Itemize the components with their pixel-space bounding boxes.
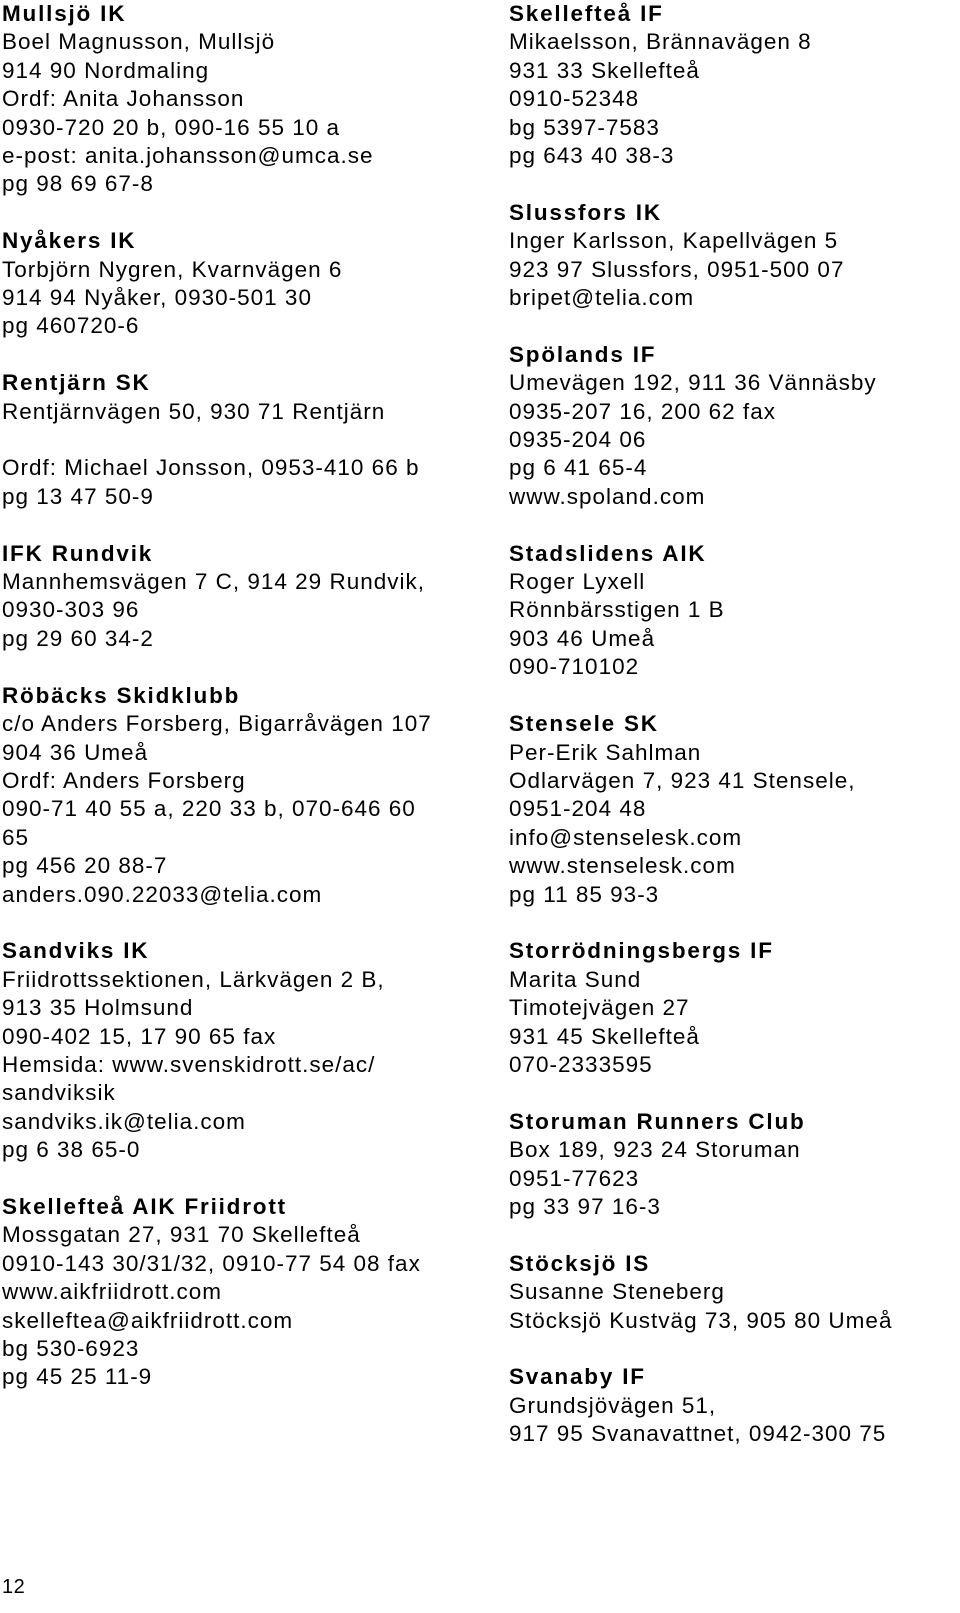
club-name: Skellefteå IF — [509, 1, 664, 26]
club-detail-line: 090-402 15, 17 90 65 fax — [2, 1023, 277, 1049]
entry-spacer — [509, 909, 954, 937]
club-detail-line: c/o Anders Forsberg, Bigarråvägen 107 — [2, 711, 432, 737]
entry-spacer — [509, 170, 954, 198]
club-name: IFK Rundvik — [2, 540, 154, 566]
entry-spacer — [509, 312, 954, 340]
club-detail-line: Odlarvägen 7, 923 41 Stensele, — [509, 767, 856, 793]
right-column — [509, 0, 954, 1449]
club-detail-line: Ordf: Anders Forsberg — [2, 767, 246, 793]
club-entry — [2, 227, 492, 341]
club-detail-line: 931 33 Skellefteå — [509, 57, 700, 83]
club-detail-line: pg 45 25 11-9 — [2, 1364, 153, 1390]
club-name: Nyåkers IK — [2, 228, 137, 254]
club-name: Röbäcks Skidklubb — [2, 682, 241, 708]
club-detail-line: 913 35 Holmsund — [2, 995, 194, 1021]
club-detail-line: www.stenselesk.com — [509, 853, 736, 879]
club-entry — [509, 540, 954, 682]
club-name: Mullsjö IK — [2, 1, 127, 26]
club-detail-line: 0930-303 96 — [2, 597, 140, 623]
club-detail-line: 65 — [2, 824, 30, 850]
club-detail-line: info@stenselesk.com — [509, 824, 743, 850]
entry-spacer — [509, 511, 954, 539]
club-detail-line: pg 456 20 88-7 — [2, 853, 168, 879]
club-entry — [2, 682, 492, 909]
club-detail-line: Per-Erik Sahlman — [509, 739, 702, 765]
club-detail-line: Timotejvägen 27 — [509, 995, 690, 1021]
club-entry — [509, 341, 954, 511]
club-detail-line: sandviks.ik@telia.com — [2, 1108, 246, 1134]
club-name: Storrödningsbergs IF — [509, 938, 774, 964]
entry-spacer — [2, 511, 492, 539]
club-detail-line: pg 29 60 34-2 — [2, 625, 154, 651]
club-detail-line: 903 46 Umeå — [509, 625, 656, 651]
entry-spacer — [2, 341, 492, 369]
club-detail-line: Box 189, 923 24 Storuman — [509, 1137, 801, 1163]
entry-spacer — [2, 909, 492, 937]
club-detail-line: Hemsida: www.svenskidrott.se/ac/ — [2, 1051, 376, 1077]
club-detail-line: Friidrottssektionen, Lärkvägen 2 B, — [2, 966, 385, 992]
club-name: Skellefteå AIK Friidrott — [2, 1193, 287, 1219]
club-detail-line: pg 460720-6 — [2, 313, 140, 339]
club-detail-line: 931 45 Skellefteå — [509, 1023, 700, 1049]
club-detail-line: pg 11 85 93-3 — [509, 881, 660, 907]
club-detail-line: 0930-720 20 b, 090-16 55 10 a — [2, 114, 341, 140]
left-column — [2, 0, 492, 1392]
club-entry — [2, 937, 492, 1164]
club-detail-line: 0951-204 48 — [509, 796, 647, 822]
club-name: Spölands IF — [509, 341, 657, 367]
club-detail-line: 0935-207 16, 200 62 fax — [509, 398, 776, 424]
club-entry — [2, 369, 492, 511]
club-name: Storuman Runners Club — [509, 1108, 806, 1134]
club-entry — [509, 0, 954, 170]
club-detail-line: pg 33 97 16-3 — [509, 1193, 661, 1219]
club-detail-line: anders.090.22033@telia.com — [2, 881, 323, 907]
club-detail-line: e-post: anita.johansson@umca.se — [2, 143, 374, 169]
club-detail-line: www.aikfriidrott.com — [2, 1279, 223, 1305]
club-detail-line: 914 94 Nyåker, 0930-501 30 — [2, 285, 312, 311]
club-entry — [509, 1363, 954, 1448]
club-detail-line: Mossgatan 27, 931 70 Skellefteå — [2, 1222, 361, 1248]
club-detail-line — [2, 426, 492, 454]
club-detail-line: Ordf: Anita Johansson — [2, 86, 245, 112]
club-name: Stöcksjö IS — [509, 1250, 651, 1276]
entry-spacer — [2, 199, 492, 227]
club-name: Stensele SK — [509, 711, 659, 737]
club-name: Stadslidens AIK — [509, 540, 707, 566]
entry-spacer — [509, 682, 954, 710]
club-detail-line: bripet@telia.com — [509, 285, 695, 311]
club-detail-line: Inger Karlsson, Kapellvägen 5 — [509, 228, 839, 254]
club-detail-line: Marita Sund — [509, 966, 642, 992]
club-name: Svanaby IF — [509, 1364, 646, 1390]
club-name: Slussfors IK — [509, 199, 662, 225]
club-entry — [2, 540, 492, 654]
club-detail-line: Ordf: Michael Jonsson, 0953-410 66 b — [2, 455, 420, 481]
club-detail-line: pg 13 47 50-9 — [2, 483, 154, 509]
club-detail-line: Stöcksjö Kustväg 73, 905 80 Umeå — [509, 1307, 893, 1333]
entry-spacer — [509, 1221, 954, 1249]
club-detail-line: Mannhemsvägen 7 C, 914 29 Rundvik, — [2, 569, 425, 595]
club-detail-line: Grundsjövägen 51, — [509, 1392, 717, 1418]
club-detail-line: 917 95 Svanavattnet, 0942-300 75 — [509, 1421, 887, 1447]
club-detail-line: 090-71 40 55 a, 220 33 b, 070-646 60 — [2, 796, 416, 822]
club-detail-line: 0951-77623 — [509, 1165, 640, 1191]
club-detail-line: 0910-143 30/31/32, 0910-77 54 08 fax — [2, 1250, 421, 1276]
club-detail-line: 923 97 Slussfors, 0951-500 07 — [509, 256, 845, 282]
club-entry — [509, 199, 954, 313]
entry-spacer — [2, 653, 492, 681]
club-detail-line: 0910-52348 — [509, 86, 640, 112]
club-detail-line: Umevägen 192, 911 36 Vännäsby — [509, 370, 877, 396]
club-detail-line: www.spoland.com — [509, 483, 706, 509]
club-detail-line: 070-2333595 — [509, 1051, 653, 1077]
club-detail-line: sandviksik — [2, 1080, 116, 1106]
club-detail-line: Rentjärnvägen 50, 930 71 Rentjärn — [2, 398, 386, 424]
club-detail-line: Mikaelsson, Brännavägen 8 — [509, 29, 812, 55]
club-detail-line: Susanne Steneberg — [509, 1279, 725, 1305]
entry-spacer — [509, 1079, 954, 1107]
club-detail-line: bg 5397-7583 — [509, 114, 660, 140]
club-detail-line: pg 643 40 38-3 — [509, 143, 675, 169]
entry-spacer — [2, 1165, 492, 1193]
club-detail-line: 914 90 Nordmaling — [2, 57, 210, 83]
club-entry — [2, 0, 492, 199]
club-detail-line: Rönnbärsstigen 1 B — [509, 597, 725, 623]
club-entry — [2, 1193, 492, 1392]
entry-spacer — [509, 1335, 954, 1363]
club-detail-line: Roger Lyxell — [509, 569, 646, 595]
club-detail-line: pg 98 69 67-8 — [2, 171, 154, 197]
club-detail-line: skelleftea@aikfriidrott.com — [2, 1307, 294, 1333]
club-detail-line: pg 6 38 65-0 — [2, 1137, 141, 1163]
club-detail-line: pg 6 41 65-4 — [509, 455, 648, 481]
club-entry — [509, 710, 954, 909]
club-entry — [509, 1108, 954, 1222]
club-detail-line: 0935-204 06 — [509, 427, 647, 453]
club-detail-line: 904 36 Umeå — [2, 739, 149, 765]
club-detail-line: Torbjörn Nygren, Kvarnvägen 6 — [2, 256, 343, 282]
page-number: 12 — [2, 1576, 26, 1598]
club-name: Sandviks IK — [2, 938, 150, 964]
club-entry — [509, 1250, 954, 1335]
club-detail-line: bg 530-6923 — [2, 1336, 140, 1361]
club-entry — [509, 937, 954, 1079]
club-name: Rentjärn SK — [2, 370, 151, 396]
club-detail-line: 090-710102 — [509, 654, 640, 680]
club-detail-line: Boel Magnusson, Mullsjö — [2, 29, 276, 55]
